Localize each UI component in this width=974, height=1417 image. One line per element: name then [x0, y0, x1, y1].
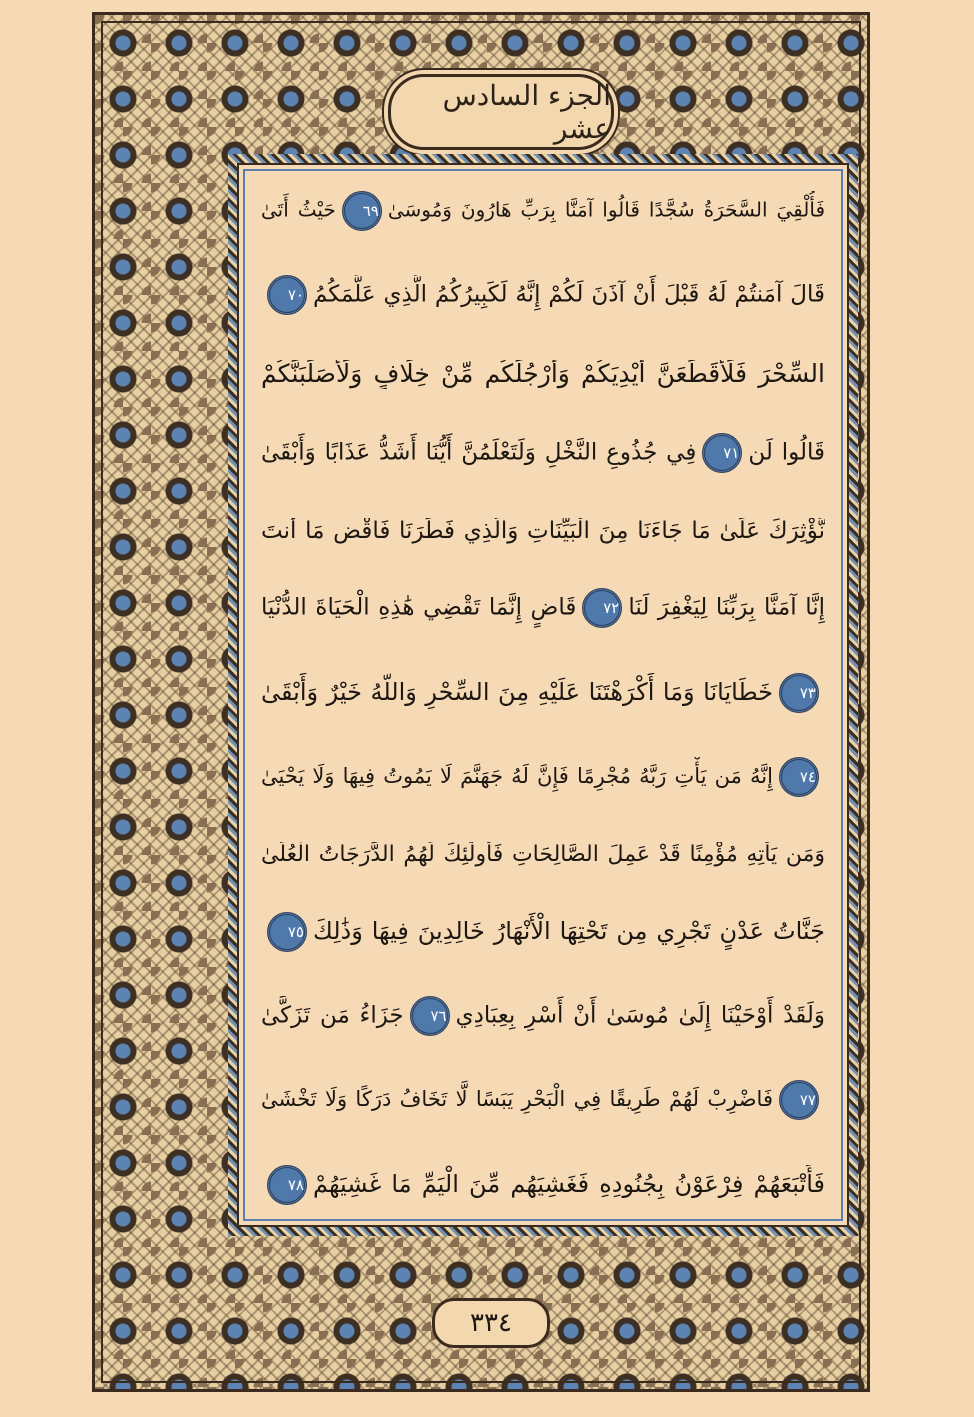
verse-text: قَالَ آمَنتُمْ لَهُ قَبْلَ أَنْ آذَنَ لَكُمْ إِنَّهُ لَكَبِيرُكُمُ الَّذِي عَلَّمَكُمُ — [313, 281, 825, 308]
verse-text: فَاضْرِبْ لَهُمْ طَرِيقًا فِي الْبَحْرِ يَبَسًا لَّا تَخَافُ دَرَكًا وَلَا تَخْشَىٰ — [261, 1087, 773, 1112]
text-line — [261, 360, 825, 389]
verse-text: جَزَاءُ مَن تَزَكَّىٰ — [261, 1002, 404, 1029]
verse-text: فِي جُذُوعِ النَّخْلِ وَلَتَعْلَمُنَّ أَيُّنَا أَشَدُّ عَذَابًا وَأَبْقَىٰ — [261, 439, 697, 466]
verse-text: جَنَّاتُ عَدْنٍ تَجْرِي مِن تَحْتِهَا الْأَنْهَارُ خَالِدِينَ فِيهَا وَذَٰلِكَ — [313, 916, 825, 945]
juz-title: الجزء السادس عشر — [442, 79, 611, 145]
text-line — [261, 518, 825, 544]
ayah-number-marker: ٧١ — [702, 433, 742, 473]
ayah-number-marker: ٧٨ — [267, 1165, 307, 1205]
ayah-number-marker: ٧٦ — [410, 996, 450, 1036]
ayah-number-marker: ٧٥ — [267, 912, 307, 952]
text-line — [261, 191, 825, 231]
verse-text: السِّحْرَ فَلَأُقَطِّعَنَّ أَيْدِيَكُمْ وَأَرْجُلَكُم مِّنْ خِلَافٍ وَلَأُصَلِّبَنَّكُمْ — [261, 359, 825, 388]
verse-text: خَطَايَانَا وَمَا أَكْرَهْتَنَا عَلَيْهِ مِنَ السِّحْرِ وَاللَّهُ خَيْرٌ وَأَبْقَىٰ — [261, 677, 773, 706]
verse-text: وَلَقَدْ أَوْحَيْنَا إِلَىٰ مُوسَىٰ أَنْ أَسْرِ بِعِبَادِي — [455, 1002, 825, 1029]
ayah-number-marker: ٧٠ — [267, 275, 307, 315]
text-line — [261, 912, 825, 952]
text-frame — [228, 154, 858, 1236]
text-line — [261, 1080, 825, 1120]
ayah-number-marker: ٧٢ — [582, 588, 622, 628]
verse-text: إِنَّا آمَنَّا بِرَبِّنَا لِيَغْفِرَ لَنَا — [628, 594, 825, 621]
ayah-number-marker: ٦٩ — [342, 191, 382, 231]
ayah-number-marker: ٧٤ — [779, 757, 819, 797]
ayah-number-marker: ٧٧ — [779, 1080, 819, 1120]
text-line — [261, 275, 825, 315]
page-number-plaque — [432, 1298, 550, 1348]
text-line — [261, 996, 825, 1036]
verse-text: وَمَن يَأْتِهِ مُؤْمِنًا قَدْ عَمِلَ الصَّالِحَاتِ فَأُولَٰئِكَ لَهُمُ الدَّرَجَاتُ الْعُلَىٰ — [261, 841, 825, 867]
ayah-number-marker: ٧٣ — [779, 673, 819, 713]
verse-text: نُّؤْثِرَكَ عَلَىٰ مَا جَاءَنَا مِنَ الْبَيِّنَاتِ وَالَّذِي فَطَرَنَا فَاقْضِ مَا أَنتَ — [261, 517, 825, 544]
text-body — [237, 163, 849, 1227]
verse-text: فَأَتْبَعَهُمْ فِرْعَوْنُ بِجُنُودِهِ فَغَشِيَهُم مِّنَ الْيَمِّ مَا غَشِيَهُمْ — [313, 1169, 825, 1198]
text-line — [261, 673, 825, 713]
text-line — [261, 1165, 825, 1205]
verse-text: قَالُوا لَن — [748, 439, 825, 466]
text-line — [261, 757, 825, 797]
verse-text: إِنَّهُ مَن يَأْتِ رَبَّهُ مُجْرِمًا فَإِنَّ لَهُ جَهَنَّمَ لَا يَمُوتُ فِيهَا وَلَا يَحْيَىٰ — [261, 764, 773, 789]
page-number: ٣٣٤ — [470, 1308, 512, 1338]
verse-text: قَاضٍ إِنَّمَا تَقْضِي هَٰذِهِ الْحَيَاةَ الدُّنْيَا — [261, 594, 577, 621]
text-line — [261, 588, 825, 628]
juz-header — [388, 74, 614, 150]
verse-text: حَيْثُ أَتَىٰ — [261, 197, 336, 222]
verse-text: فَأُلْقِيَ السَّحَرَةُ سُجَّدًا قَالُوا آمَنَّا بِرَبِّ هَارُونَ وَمُوسَىٰ — [387, 197, 825, 222]
text-line — [261, 433, 825, 473]
text-line — [261, 842, 825, 867]
